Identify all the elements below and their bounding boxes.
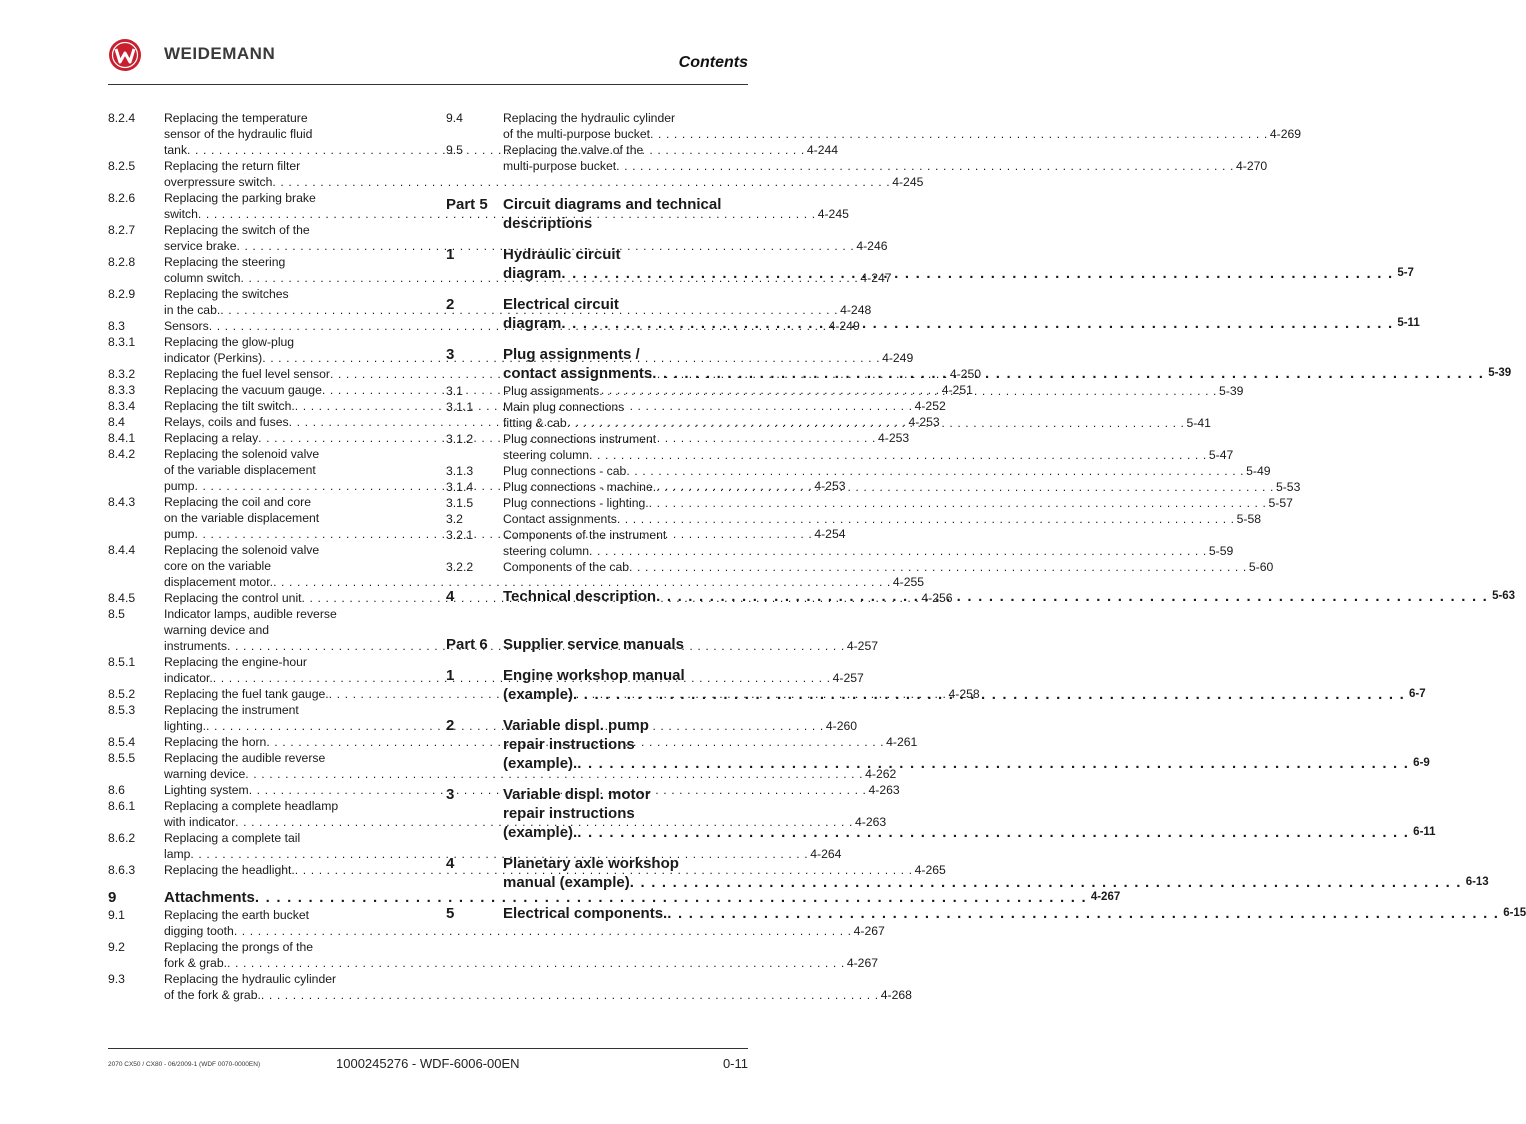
toc-entry-text: Replacing the fuel tank gauge. <box>164 687 329 701</box>
toc-entry-number: 9.3 <box>108 972 125 986</box>
toc-entry-text-line: Main plug connections <box>503 400 625 414</box>
toc-entry-number: 3.1.3 <box>446 464 474 478</box>
brand-name: WEIDEMANN <box>164 44 276 63</box>
toc-entry-text: tank <box>164 143 188 157</box>
toc-entry-text: warning device <box>164 767 246 781</box>
toc-page-number: 5-47 <box>1208 448 1234 462</box>
toc-entry[interactable] <box>446 495 1293 511</box>
toc-entry-number: 3.1 <box>446 384 463 398</box>
toc-entry-number: 8.3.1 <box>108 335 136 349</box>
toc-entry-title <box>503 479 1300 495</box>
toc-entry-text: indicator (Perkins) <box>164 351 263 365</box>
dot-leader <box>261 987 879 1003</box>
toc-entry-number: 8.3.3 <box>108 383 136 397</box>
toc-entry-title <box>503 142 1267 174</box>
toc-heading-entry[interactable] <box>446 904 1526 923</box>
dot-leader <box>567 415 1185 431</box>
toc-entry-number: 8.2.5 <box>108 159 136 173</box>
toc-entry-number: 1 <box>446 246 455 263</box>
toc-page-number: 4-263 <box>868 783 900 797</box>
toc-entry-text: contact assignments <box>503 365 653 382</box>
toc-entry-text-line: Replacing the hydraulic cylinder <box>164 972 337 986</box>
toc-entry-number: 3 <box>446 786 455 803</box>
toc-entry-text-line: Replacing the coil and core <box>164 495 312 509</box>
toc-entry-number: 3 <box>446 346 455 363</box>
toc-entry-text: instruments <box>164 639 227 653</box>
toc-entry-title <box>503 431 1233 463</box>
toc-page-number: 4-254 <box>814 527 846 541</box>
toc-entry-text-line: repair instructions <box>503 805 635 822</box>
dot-leader <box>667 904 1499 923</box>
toc-page-number: 4-263 <box>854 815 887 829</box>
toc-entry-text-line: Indicator lamps, audible reverse <box>164 607 337 621</box>
toc-entry-number: 3.2.2 <box>446 560 474 574</box>
toc-entry-number: 3.1.1 <box>446 400 474 414</box>
toc-entry-text: Attachments <box>164 889 255 906</box>
dot-leader <box>577 754 1409 773</box>
toc-entry-text: Contact assignments <box>503 512 617 526</box>
toc-entry-text-line: Electrical circuit <box>503 296 619 313</box>
toc-entry-title <box>503 559 1273 575</box>
toc-entry-text: switch <box>164 207 198 221</box>
toc-entry-final-line <box>503 685 1426 704</box>
dot-leader <box>561 264 1393 283</box>
toc-entry-text: column switch <box>164 271 241 285</box>
toc-entry-title <box>503 635 748 654</box>
toc-entry-text-line: Replacing the glow-plug <box>164 335 295 349</box>
toc-entry-number: 8.2.7 <box>108 223 136 237</box>
weidemann-logo-icon <box>108 38 142 72</box>
toc-entry-text-line: core on the variable <box>164 559 272 573</box>
toc-entry-number: 5 <box>446 905 455 922</box>
toc-page-number: 4-247 <box>860 271 892 285</box>
toc-entry-text: digging tooth <box>164 924 234 938</box>
toc-entry-number: 8.6.1 <box>108 799 136 813</box>
toc-entry-text-line: Circuit diagrams and technical <box>503 196 722 213</box>
toc-entry-number: 3.1.4 <box>446 480 474 494</box>
toc-entry-text: (example). <box>503 824 578 841</box>
toc-entry-title <box>503 587 1515 606</box>
toc-entry-number: 8.4 <box>108 415 125 429</box>
toc-page-number: 4-253 <box>878 431 910 445</box>
toc-entry-final-line <box>164 987 912 1003</box>
toc-entry-number: 8.4.4 <box>108 543 136 557</box>
toc-page-number: 4-260 <box>825 719 858 733</box>
toc-entry-text-line: Plug connections instrument <box>503 432 657 446</box>
toc-entry-text: Plug connections - lighting. <box>503 496 649 510</box>
toc-page-number: 5-39 <box>1488 367 1512 379</box>
toc-entry-text: of the multi-purpose bucket <box>503 127 651 141</box>
toc-entry-text: lighting. <box>164 719 207 733</box>
toc-entry-text-line: Replacing the solenoid valve <box>164 447 320 461</box>
toc-page-number: 4-261 <box>886 735 918 749</box>
toc-entry-text: in the cab. <box>164 303 221 317</box>
toc-entry-text: Replacing the headlight. <box>164 863 295 877</box>
toc-page-number: 4-268 <box>880 988 912 1002</box>
toc-entry-text: manual (example) <box>503 874 630 891</box>
toc-entry-final-line <box>503 587 1515 606</box>
toc-entry-text: Replacing a relay <box>164 431 259 445</box>
toc-entry-title <box>164 971 912 1003</box>
toc-entry-text: Replacing the horn <box>164 735 267 749</box>
toc-entry-final-line <box>503 364 1511 383</box>
toc-entry-text: service brake <box>164 239 237 253</box>
toc-entry-text-line: Planetary axle workshop <box>503 855 679 872</box>
toc-page-number: 4-265 <box>914 863 946 877</box>
dot-leader <box>577 823 1409 842</box>
toc-page-number: 5-58 <box>1236 512 1262 526</box>
toc-entry-final-line <box>503 495 1293 511</box>
toc-entry-title <box>503 904 1526 923</box>
toc-entry-text: steering column <box>503 448 590 462</box>
toc-page-number: 4-244 <box>806 143 839 157</box>
toc-entry-text: fitting & cab <box>503 416 567 430</box>
toc-page-number: 4-257 <box>832 671 864 685</box>
toc-entry-title <box>503 511 1261 527</box>
toc-page-number: 5-39 <box>1219 384 1244 398</box>
toc-entry[interactable] <box>446 110 1302 142</box>
toc-entry-text: displacement motor. <box>164 575 274 589</box>
dot-leader <box>617 511 1235 527</box>
dot-leader <box>616 158 1234 174</box>
toc-page-number: 4-249 <box>882 351 914 365</box>
toc-page-number: 4-253 <box>908 415 940 429</box>
toc-entry-number: 8.5.5 <box>108 751 136 765</box>
dot-leader <box>649 495 1267 511</box>
toc-heading-entry[interactable] <box>446 195 748 233</box>
toc-entry-number: 8.5.4 <box>108 735 136 749</box>
toc-entry-number: 4 <box>446 588 455 605</box>
toc-entry-text-line: Replacing the parking brake <box>164 191 316 205</box>
toc-entry-text-line: Replacing a complete headlamp <box>164 799 339 813</box>
toc-entry-title <box>503 527 1233 559</box>
footer-doc-code: 2070 CX50 / CX80 - 06/2009-1 (WDF 0070-0000EN) <box>108 1061 261 1068</box>
toc-entry-text-line: Replacing the hydraulic cylinder <box>503 111 676 125</box>
toc-entry[interactable] <box>446 559 1274 575</box>
toc-entry-title <box>503 110 1301 142</box>
toc-entry-number: 9 <box>108 889 117 906</box>
toc-entry-final-line <box>503 463 1271 479</box>
toc-entry-number: 9.2 <box>108 940 125 954</box>
dot-leader <box>227 955 845 971</box>
toc-entry-final-line <box>164 923 885 939</box>
toc-page-number: 6-15 <box>1503 907 1526 919</box>
toc-entry-text: multi-purpose bucket <box>503 159 617 173</box>
toc-page-number: 6-11 <box>1413 826 1436 838</box>
toc-entry-text: steering column <box>503 544 590 558</box>
toc-entry-title <box>503 383 1243 399</box>
toc-entry-text: Replacing the tilt switch. <box>164 399 295 413</box>
toc-entry[interactable] <box>446 463 1271 479</box>
toc-entry-text-line: Replacing the return filter <box>164 159 301 173</box>
toc-entry-text: diagram <box>503 315 562 332</box>
toc-page-number: 4-267 <box>846 956 879 970</box>
toc-entry-text-line: Replacing the earth bucket <box>164 908 309 922</box>
toc-entry-text: (example). <box>503 755 578 772</box>
toc-page-number: 4-251 <box>941 383 973 397</box>
toc-entry-text: fork & grab. <box>164 956 227 970</box>
footer-divider <box>108 1048 748 1049</box>
toc-entry-text: with indicator <box>164 815 236 829</box>
toc-entry-text-line: Replacing the switch of the <box>164 223 310 237</box>
toc-page-number: 4-269 <box>1269 127 1302 141</box>
toc-entry-number: 8.2.9 <box>108 287 136 301</box>
toc-entry-number: Part 5 <box>446 196 488 213</box>
toc-entry-final-line <box>164 955 878 971</box>
dot-leader <box>234 923 852 939</box>
toc-entry-text-line: Components of the instrument <box>503 528 667 542</box>
toc-page-number: 4-267 <box>1090 891 1121 903</box>
footer-document-number: 1000245276 - WDF-6006-00EN <box>336 1056 520 1071</box>
toc-page-number: 4-250 <box>949 367 981 381</box>
toc-page-number: 4-252 <box>914 399 946 413</box>
toc-entry-text-line: Replacing the audible reverse <box>164 751 326 765</box>
toc-entry-number: 8.3.2 <box>108 367 136 381</box>
toc-entry-number: 8.3 <box>108 319 125 333</box>
toc-entry[interactable] <box>446 511 1262 527</box>
dot-leader <box>650 126 1268 142</box>
dot-leader <box>629 559 1247 575</box>
page-header <box>108 36 748 78</box>
toc-entry-text: diagram <box>503 265 562 282</box>
toc-entry-number: 8.4.3 <box>108 495 136 509</box>
toc-page-number: 5-49 <box>1246 464 1271 478</box>
toc-page-number: 5-7 <box>1397 267 1414 279</box>
toc-entry-text-line: Variable displ. motor <box>503 786 651 803</box>
toc-entry-text: Electrical components. <box>503 905 668 922</box>
toc-entry-title <box>503 463 1271 479</box>
toc-entry-text-line: Supplier service manuals <box>503 636 684 653</box>
toc-entry-text-line: of the variable displacement <box>164 463 316 477</box>
toc-page-number: 5-11 <box>1397 317 1420 329</box>
toc-entry-number: 8.4.1 <box>108 431 136 445</box>
toc-entry-text-line: Replacing the engine-hour <box>164 655 307 669</box>
toc-entry-final-line <box>503 511 1261 527</box>
toc-page-number: 5-63 <box>1492 590 1516 602</box>
toc-page-number: 5-53 <box>1275 480 1301 494</box>
toc-entry-number: 8.2.6 <box>108 191 136 205</box>
toc-entry-final-line <box>503 415 1211 431</box>
toc-entry[interactable] <box>108 939 879 971</box>
toc-page-number: 4-257 <box>846 639 879 653</box>
toc-entry-text: Components of the cab <box>503 560 630 574</box>
toc-entry-final-line <box>503 447 1233 463</box>
toc-entry-text-line: Replacing the switches <box>164 287 289 301</box>
toc-entry-final-line <box>503 126 1301 142</box>
toc-entry-title <box>503 195 748 233</box>
toc-entry-final-line <box>503 314 1420 333</box>
toc-entry-number: 9.5 <box>446 143 463 157</box>
toc-entry-title <box>503 785 1436 842</box>
toc-page-number: 4-245 <box>817 207 849 221</box>
toc-entry-number: 8.6.2 <box>108 831 136 845</box>
dot-leader <box>656 587 1488 606</box>
toc-entry-number: 8.4.5 <box>108 591 136 605</box>
toc-entry-text: Replacing the control unit <box>164 591 302 605</box>
toc-entry-number: 4 <box>446 855 455 872</box>
toc-entry-final-line <box>503 383 1243 399</box>
toc-entry-number: 3.1.5 <box>446 496 474 510</box>
toc-page-number: 6-13 <box>1465 876 1489 888</box>
toc-page-number: 4-258 <box>948 687 980 701</box>
toc-entry-number: 8.6.3 <box>108 863 136 877</box>
toc-entry-number: 8.4.2 <box>108 447 136 461</box>
toc-entry-final-line <box>503 904 1526 923</box>
toc-entry-title <box>503 345 1511 383</box>
toc-page-number: 4-253 <box>814 479 846 493</box>
toc-entry-number: 8.5.3 <box>108 703 136 717</box>
toc-entry-final-line <box>503 873 1489 892</box>
toc-entry-title <box>503 295 1420 333</box>
toc-page-number: 5-59 <box>1208 544 1234 558</box>
dot-leader <box>626 463 1244 479</box>
dot-leader <box>652 364 1484 383</box>
toc-entry-number: 9.1 <box>108 908 125 922</box>
toc-entry-final-line <box>503 264 1414 283</box>
toc-page-number: 4-256 <box>921 591 953 605</box>
toc-page-number: 5-60 <box>1248 560 1274 574</box>
toc-entry-text: overpressure switch <box>164 175 273 189</box>
toc-entry-text: Plug assignments <box>503 384 600 398</box>
toc-entry-text-line: Replacing the prongs of the <box>164 940 314 954</box>
dot-leader <box>561 314 1393 333</box>
footer-page-number: 0-11 <box>722 1056 748 1071</box>
toc-page-number: 4-267 <box>853 924 885 938</box>
toc-entry-text-line: Replacing the steering <box>164 255 286 269</box>
toc-entry-final-line <box>503 158 1267 174</box>
toc-entry-number: Part 6 <box>446 636 488 653</box>
toc-entry-title <box>503 399 1211 431</box>
toc-page-number: 4-246 <box>856 239 888 253</box>
toc-entry-title <box>503 716 1430 773</box>
toc-entry-final-line <box>503 543 1233 559</box>
toc-entry-final-line <box>503 559 1273 575</box>
toc-page-number: 4-249 <box>828 319 860 333</box>
dot-leader <box>630 873 1462 892</box>
toc-entry-text: indicator. <box>164 671 213 685</box>
dot-leader <box>656 479 1274 495</box>
toc-entry-title <box>503 495 1293 511</box>
toc-entry-text-line: Replacing the solenoid valve <box>164 543 320 557</box>
toc-entry-text: of the fork & grab. <box>164 988 261 1002</box>
toc-entry-text-line: Variable displ. pump <box>503 717 649 734</box>
toc-page-number: 5-41 <box>1186 416 1211 430</box>
toc-entry-final-line <box>503 479 1300 495</box>
toc-entry-text-line: warning device and <box>164 623 270 637</box>
toc-page-number: 6-7 <box>1409 688 1426 700</box>
toc-entry-number: 8.5.2 <box>108 687 136 701</box>
toc-entry-text: Relays, coils and fuses <box>164 415 289 429</box>
toc-entry-title <box>164 939 878 971</box>
toc-page-number: 4-264 <box>810 847 842 861</box>
toc-entry-text-line: Replacing the temperature <box>164 111 308 125</box>
toc-entry-title <box>503 666 1426 704</box>
toc-entry-number: 8.3.4 <box>108 399 136 413</box>
toc-entry-text: Lighting system <box>164 783 249 797</box>
toc-page-number: 4-248 <box>840 303 872 317</box>
dot-leader <box>589 543 1207 559</box>
toc-entry-final-line <box>503 823 1436 842</box>
header-divider <box>108 84 748 85</box>
toc-entry-text-line: Replacing the valve of the <box>503 143 644 157</box>
toc-page-number: 4-262 <box>865 767 897 781</box>
toc-entry-text: pump <box>164 479 195 493</box>
toc-entry-text-line: Replacing a complete tail <box>164 831 301 845</box>
toc-entry-text: (example) <box>503 686 574 703</box>
toc-entry-number: 8.2.4 <box>108 111 136 125</box>
dot-leader <box>599 383 1217 399</box>
toc-entry-text-line: descriptions <box>503 215 593 232</box>
toc-entry-title <box>503 854 1489 892</box>
toc-entry-text-line: Engine workshop manual <box>503 667 685 684</box>
toc-page-number: 6-9 <box>1413 757 1430 769</box>
toc-entry-text: lamp <box>164 847 191 861</box>
toc-entry-number: 9.4 <box>446 111 463 125</box>
toc-entry-text: Replacing the fuel level sensor <box>164 367 330 381</box>
toc-entry-final-line <box>503 754 1430 773</box>
toc-entry-text: Plug connections - cab <box>503 464 627 478</box>
toc-entry-number: 8.5.1 <box>108 655 136 669</box>
toc-entry-number: 8.2.8 <box>108 255 136 269</box>
toc-heading-entry[interactable] <box>446 635 748 654</box>
toc-entry-number: 2 <box>446 717 455 734</box>
section-title: Contents <box>678 54 748 71</box>
toc-entry-text: Replacing the vacuum gauge <box>164 383 322 397</box>
toc-page-number: 4-245 <box>892 175 924 189</box>
toc-page-number: 4-270 <box>1235 159 1268 173</box>
toc-entry-text-line: Hydraulic circuit <box>503 246 621 263</box>
toc-entry-text: Plug connections - machine. <box>503 480 657 494</box>
toc-entry-number: 8.6 <box>108 783 125 797</box>
toc-entry-text-line: Replacing the instrument <box>164 703 299 717</box>
toc-entry-text: Technical description <box>503 588 657 605</box>
toc-entry-title <box>503 245 1414 283</box>
toc-heading-entry[interactable] <box>108 888 1121 907</box>
toc-entry-text: Sensors <box>164 319 209 333</box>
toc-page-number: 5-57 <box>1268 496 1293 510</box>
toc-entry-text-line: repair instructions <box>503 736 635 753</box>
toc-entry-number: 8.5 <box>108 607 125 621</box>
toc-entry-number: 3.1.2 <box>446 432 474 446</box>
toc-entry-number: 3.2 <box>446 512 463 526</box>
toc-entry-text-line: on the variable displacement <box>164 511 320 525</box>
toc-entry-number: 2 <box>446 296 455 313</box>
toc-entry-number: 1 <box>446 667 455 684</box>
toc-entry-number: 3.2.1 <box>446 528 474 542</box>
toc-page-number: 4-255 <box>892 575 925 589</box>
toc-entry[interactable] <box>108 971 912 1003</box>
dot-leader <box>573 685 1405 704</box>
toc-entry-text-line: Plug assignments / <box>503 346 640 363</box>
toc-entry-text-line: sensor of the hydraulic fluid <box>164 127 313 141</box>
dot-leader <box>589 447 1207 463</box>
toc-entry-text: pump <box>164 527 195 541</box>
